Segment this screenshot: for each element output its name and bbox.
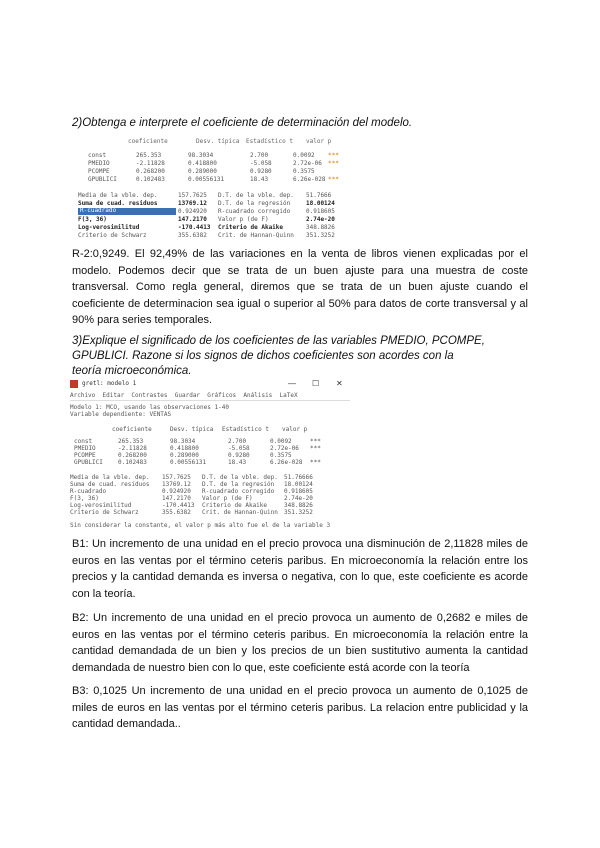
stat-label: Media de la vble. dep. [70,474,150,481]
stat-value: 157.7625 [178,192,207,199]
gretl-footer-note: Sin considerar la constante, el valor p más alto fue el de la variable 3 [70,522,331,529]
stat-label: Valor p (de F) [202,495,253,502]
se-value: 0.00556131 [170,459,207,466]
stat-value: 18.00124 [284,481,313,488]
heading-line: 3)Explique el significado de los coeficientes de las variables PMEDIO, PCOMPE, [72,335,485,347]
stat-value: -170.4413 [178,224,211,231]
var-name: const [74,438,93,445]
stat-label: F(3, 36) [70,495,99,502]
stat-value: 2.74e-20 [306,216,335,223]
menu-items[interactable]: Archivo Editar Contrastes Guardar Gráficos Análisis LaTeX [70,392,298,399]
maximize-icon[interactable]: ☐ [312,379,320,388]
col-header-t: Estadístico t [246,138,293,145]
col-header-coef: coeficiente [112,426,152,433]
table-row [70,459,350,467]
b3-paragraph: B3: 0,1025 Un incremento de una unidad en el precio provoca un aumento de 0,1025 de miles de euros en las ventas por el término ceteris paribus. La relacion entre publicidad y la cantidad demandada.. [72,685,528,730]
stat-value: 13769.12 [178,200,207,207]
section3-heading [72,334,542,379]
stat-label: F(3, 36) [78,216,107,223]
stat-value: 355.6382 [178,232,207,239]
t-value: 2.700 [250,152,269,159]
t-value: -5.058 [228,445,250,452]
r-squared-paragraph: R-2:0,9249. El 92,49% de las variaciones en la venta de libros vienen explicadas por el modelo. Podemos decir que se trata de un buen ajuste para una muestra de coste transversal. Como regla general, diremos que se trata de un buen ajuste cuando el coeficiente de determinacion sea igual o superior al 50% para datos de corte transversal y al 90% para series temporales. [72,248,528,326]
coef-value: 0.268200 [136,168,165,175]
stats-row [78,208,346,216]
stat-value: 0.918605 [284,488,313,495]
stat-label: D.T. de la regresión [202,481,275,488]
stars: *** [328,176,339,183]
coef-value: -2.11828 [118,445,147,452]
stat-value: 2.74e-20 [284,495,313,502]
t-value: 18.43 [228,459,247,466]
stat-value: 13769.12 [162,481,191,488]
stat-label: R-cuadrado [70,488,107,495]
stars: *** [310,445,321,452]
p-value: 0.0092 [293,152,315,159]
model-line: Modelo 1: MCO, usando las observaciones 1-40 [70,404,229,411]
coef-value: 0.102483 [118,459,147,466]
stat-label: Criterio de Akaike [218,224,284,231]
p-value: 0.0092 [270,438,292,445]
t-value: -5.058 [250,160,272,167]
col-header-p: valor p [282,426,308,433]
stat-value: 0.924920 [162,488,191,495]
stat-label: R-cuadrado corregido [218,208,291,215]
col-header-coef: coeficiente [128,138,168,145]
stats-row [70,509,350,517]
stats-row [78,192,346,200]
se-value: 98.3034 [170,438,196,445]
stat-label: D.T. de la vble. dep. [202,474,278,481]
p-value: 0.3575 [293,168,315,175]
p-value: 2.72e-06 [293,160,322,167]
stat-value: 351.3252 [284,509,313,516]
var-name: PCOMPE [74,452,96,459]
stat-label: Criterio de Akaike [202,502,268,509]
stats-row [78,200,346,208]
coef-value: 265.353 [136,152,162,159]
stat-label: Suma de cuad. residuos [78,200,158,207]
coef-value: 0.268200 [118,452,147,459]
stat-label: Media de la vble. dep. [78,192,158,199]
col-header-se: Desv. típica [170,426,214,433]
p-value: 6.26e-028 [270,459,303,466]
stat-value: 0.924920 [178,208,207,215]
stat-value: 157.7625 [162,474,191,481]
col-header-t: Estadístico t [222,426,269,433]
stat-label: R-cuadrado corregido [202,488,275,495]
stat-label: Suma de cuad. residuos [70,481,150,488]
table-row [78,152,346,160]
menu-bar[interactable] [70,392,350,401]
heading-line: GPUBLICI. Razone si los signos de dichos coeficientes son acordes con la [72,350,454,362]
se-value: 0.289000 [170,452,199,459]
stat-label: R-cuadrado [80,207,117,214]
se-value: 0.418800 [170,445,199,452]
regression-table-image [78,138,346,256]
p-value: 6.26e-028 [293,176,326,183]
table-row [78,176,346,184]
stats-row [78,224,346,232]
stars: *** [328,152,339,159]
var-name: PCOMPE [88,168,110,175]
se-value: 98.3034 [188,152,214,159]
coef-value: 0.102483 [136,176,165,183]
se-value: 0.418800 [188,160,217,167]
t-value: 2.700 [228,438,247,445]
gretl-app-icon [70,380,78,388]
stat-label: Crit. de Hannan-Quinn [218,232,294,239]
stars: *** [310,438,321,445]
stat-value: -170.4413 [162,502,195,509]
stat-label: Valor p (de F) [218,216,269,223]
minimize-icon[interactable]: — [288,379,296,388]
coef-value: 265.353 [118,438,144,445]
stat-label: Log-verosimilitud [78,224,140,231]
stat-value: 51.7666 [306,192,332,199]
stats-row [78,232,346,240]
stat-label: Crit. de Hannan-Quinn [202,509,278,516]
var-name: PMEDIO [88,160,110,167]
var-name: GPUBLICI [88,176,117,183]
stat-label: D.T. de la vble. dep. [218,192,294,199]
window-titlebar [70,378,350,390]
stat-label: Criterio de Schwarz [78,232,147,239]
col-header-p: valor p [306,138,332,145]
b2-paragraph: B2: Un incremento de una unidad en el precio provoca un aumento de 0,2682 e miles de euros en las ventas por el término ceteris paribus. En microeconomía la relación entre la cantidad demandada de un bien y los precios de un bien sustitutivo aumenta la cantidad demandada de nuestro bien con lo que, este coeficiente está acorde con la teoría [72,612,528,674]
b1-paragraph: B1: Un incremento de una unidad en el precio provoca una disminución de 2,11828 miles de euros en las ventas por el término ceteris paribus. En microeconomía la relación entre los precios y la cantidad demanda es inversa o negativa, con lo que, este coeficiente es acorde con la teoría. [72,538,528,600]
p-value: 0.3575 [270,452,292,459]
col-header-se: Desv. típica [196,138,240,145]
gretl-window [70,378,350,530]
table-row [78,160,346,168]
var-name: PMEDIO [74,445,96,452]
se-value: 0.00556131 [188,176,225,183]
stat-label: Criterio de Schwarz [70,509,139,516]
var-name: const [88,152,107,159]
stat-value: 351.3252 [306,232,335,239]
close-icon[interactable]: ✕ [336,379,343,388]
p-value: 2.72e-06 [270,445,299,452]
table-row [78,168,346,176]
stat-value: 0.918605 [306,208,335,215]
t-value: 0.9280 [250,168,272,175]
stat-value: 51.76666 [284,474,313,481]
dependent-line: Variable dependiente: VENTAS [70,411,172,418]
stat-value: 18.00124 [306,200,335,207]
stars: *** [310,459,321,466]
stat-value: 147.2170 [178,216,207,223]
heading-line: teoría microeconómica. [72,365,192,377]
stat-value: 348.8826 [306,224,335,231]
stars: *** [328,160,339,167]
stat-value: 147.2170 [162,495,191,502]
stat-label: D.T. de la regresión [218,200,291,207]
stat-label: Log-verosimilitud [70,502,132,509]
coef-value: -2.11828 [136,160,165,167]
var-name: GPUBLICI [74,459,103,466]
stat-value: 355.6382 [162,509,191,516]
t-value: 18.43 [250,176,269,183]
stat-value: 348.8826 [284,502,313,509]
window-title: gretl: modelo 1 [82,380,137,387]
se-value: 0.289000 [188,168,217,175]
section2-heading: 2)Obtenga e interprete el coeficiente de determinación del modelo. [72,117,413,129]
t-value: 0.9280 [228,452,250,459]
stats-row [78,216,346,224]
